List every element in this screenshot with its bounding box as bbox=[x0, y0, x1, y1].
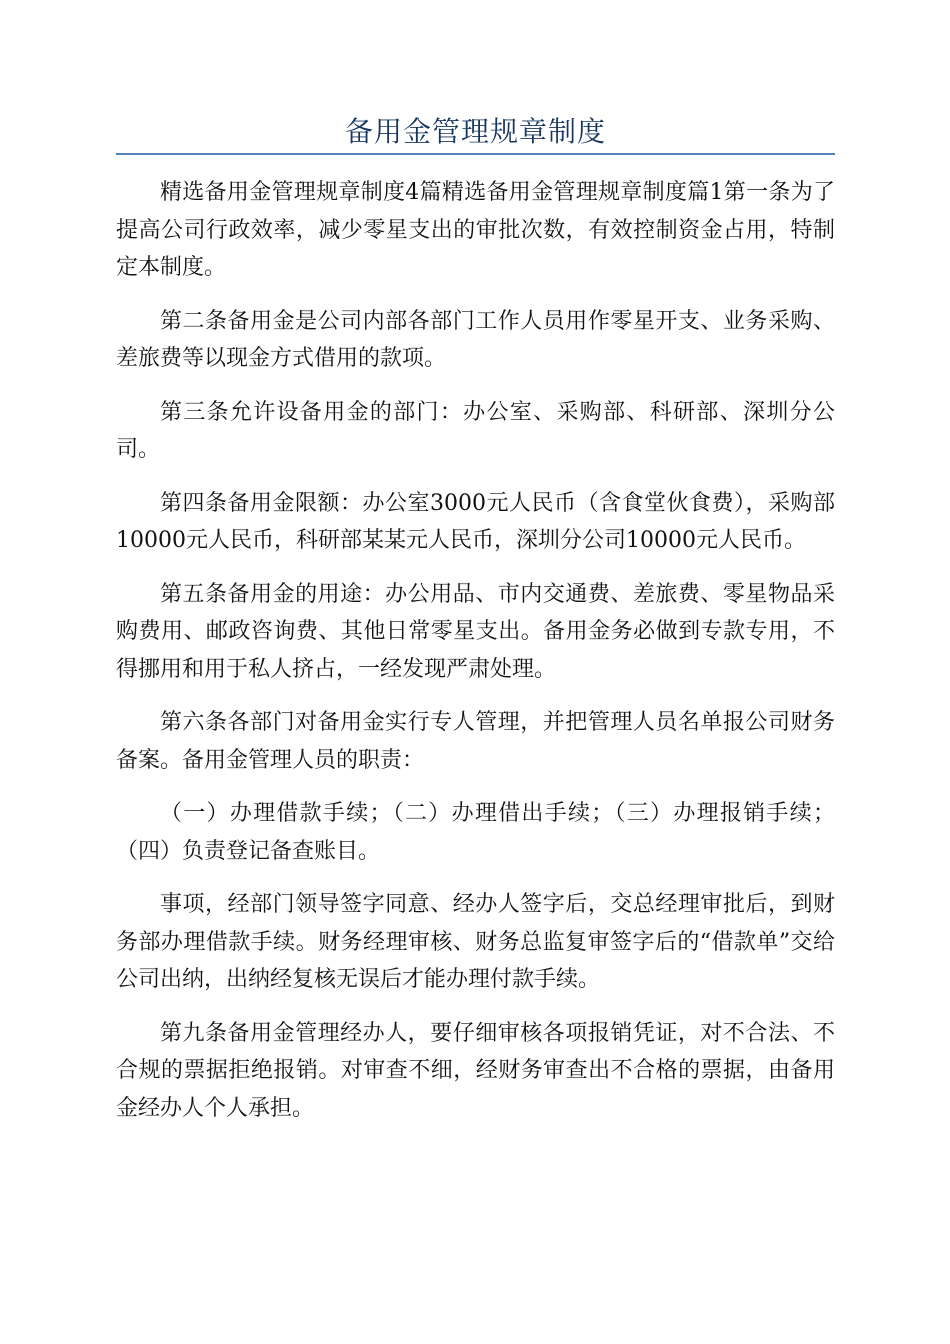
document-body bbox=[116, 174, 835, 1143]
paragraph-7: （一）办理借款手续；（二）办理借出手续；（三）办理报销手续；（四）负责登记备查账目。 bbox=[116, 801, 835, 864]
paragraph-8: 事项，经部门领导签字同意、经办人签字后，交总经理审批后，到财务部办理借款手续。财务经理审核、财务总监复审签字后的“借款单”交给公司出纳，出纳经复核无误后才能办理付款手续。 bbox=[116, 892, 835, 992]
paragraph-9: 第九条备用金管理经办人，要仔细审核各项报销凭证，对不合法、不合规的票据拒绝报销。对审查不细，经财务审查出不合格的票据，由备用金经办人个人承担。 bbox=[116, 1020, 835, 1121]
paragraph-2: 第二条备用金是公司内部各部门工作人员用作零星开支、业务采购、差旅费等以现金方式借用的款项。 bbox=[116, 308, 835, 371]
paragraph-6: 第六条各部门对备用金实行专人管理，并把管理人员名单报公司财务备案。备用金管理人员的职责： bbox=[116, 710, 835, 773]
document-title: 备用金管理规章制度 bbox=[344, 115, 606, 148]
paragraph-4: 第四条备用金限额：办公室3000元人民币（含食堂伙食费），采购部10000元人民币，科研部某某元人民币，深圳分公司10000元人民币。 bbox=[116, 490, 835, 553]
title-underline bbox=[116, 153, 835, 155]
paragraph-3: 第三条允许设备用金的部门：办公室、采购部、科研部、深圳分公司。 bbox=[116, 399, 835, 462]
paragraph-5: 第五条备用金的用途：办公用品、市内交通费、差旅费、零星物品采购费用、邮政咨询费、其他日常零星支出。备用金务必做到专款专用，不得挪用和用于私人挤占，一经发现严肃处理。 bbox=[116, 581, 835, 682]
paragraph-1: 精选备用金管理规章制度4篇精选备用金管理规章制度篇1第一条为了提高公司行政效率，减少零星支出的审批次数，有效控制资金占用，特制定本制度。 bbox=[116, 180, 835, 280]
